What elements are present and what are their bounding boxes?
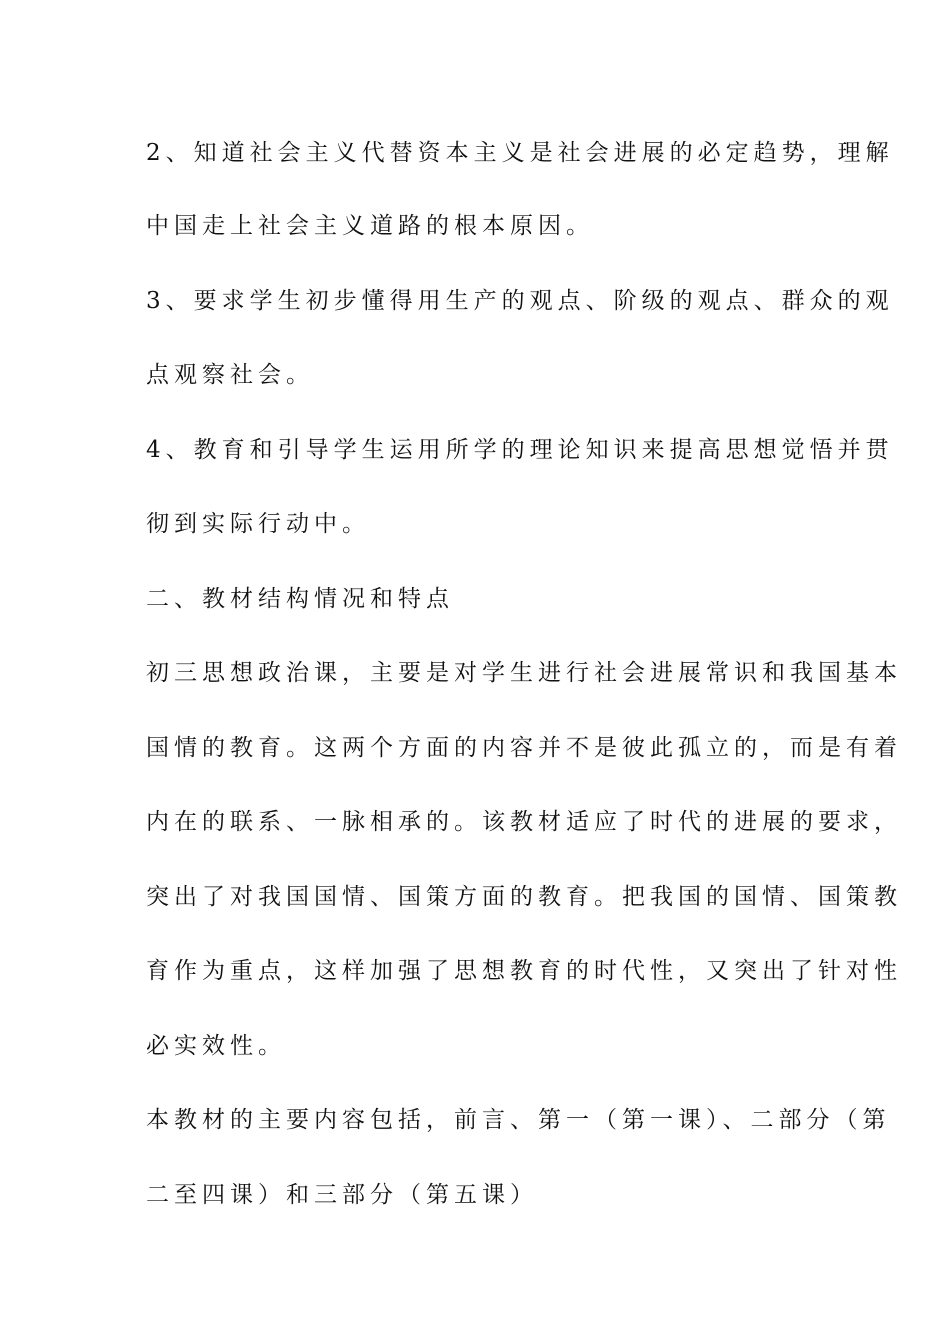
text-line-13: 必实效性。 <box>146 1033 286 1059</box>
text-line-6: 彻到实际行动中。 <box>146 511 370 537</box>
text-line-15: 二至四课）和三部分（第五课） <box>146 1182 538 1208</box>
text-line-5: 4、教育和引导学生运用所学的理论知识来提高思想觉悟并贯 <box>146 437 894 463</box>
text-line-11: 突出了对我国国情、国策方面的教育。把我国的国情、国策教 <box>146 884 902 910</box>
text-line-2: 中国走上社会主义道路的根本原因。 <box>146 213 594 239</box>
text-line-14: 本教材的主要内容包括，前言、第一（第一课）、二部分（第 <box>146 1107 891 1133</box>
text-line-9: 国情的教育。这两个方面的内容并不是彼此孤立的，而是有着 <box>146 735 902 761</box>
text-line-8: 初三思想政治课，主要是对学生进行社会进展常识和我国基本 <box>146 660 902 686</box>
text-line-10: 内在的联系、一脉相承的。该教材适应了时代的进展的要求， <box>146 809 902 835</box>
text-line-4: 点观察社会。 <box>146 362 314 388</box>
text-line-12: 育作为重点，这样加强了思想教育的时代性，又突出了针对性 <box>146 958 902 984</box>
text-line-3: 3、要求学生初步懂得用生产的观点、阶级的观点、群众的观 <box>146 288 894 314</box>
section-heading: 二、教材结构情况和特点 <box>146 586 454 612</box>
text-line-1: 2、知道社会主义代替资本主义是社会进展的必定趋势，理解 <box>146 140 894 166</box>
